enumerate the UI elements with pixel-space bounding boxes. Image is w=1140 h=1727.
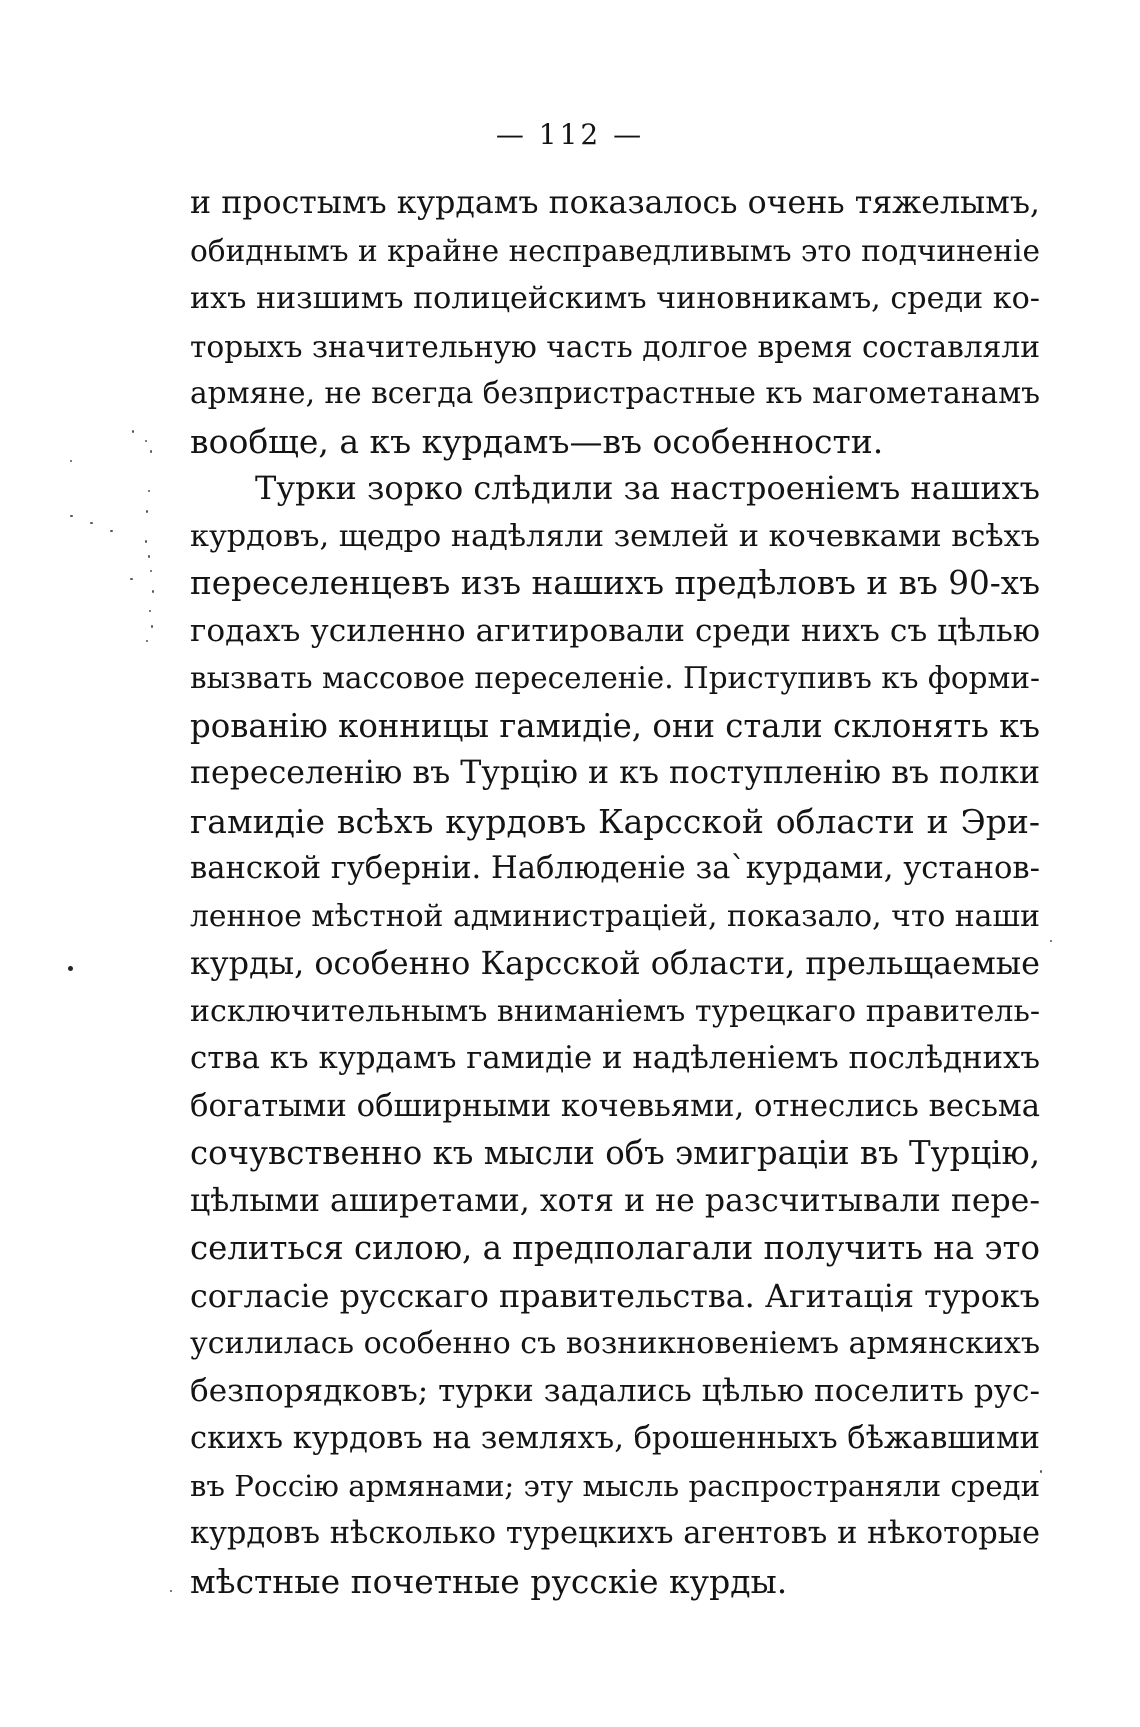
text-line: въ Россію армянами; эту мысль распространяли среди: [190, 1468, 1041, 1503]
text-line: ленное мѣстной администраціей, показало, что наши: [190, 898, 1040, 934]
text-line: исключительнымъ вниманіемъ турецкаго правитель-: [190, 993, 1041, 1029]
text-line: усилилась особенно съ возникновеніемъ армянскихъ: [190, 1326, 1041, 1361]
text-line: курдовъ нѣсколько турецкихъ агентовъ и нѣкоторые: [190, 1516, 1040, 1551]
text-line: безпорядковъ; турки задались цѣлью поселить рус-: [190, 1372, 1040, 1409]
text-line: годахъ усиленно агитировали среди нихъ съ цѣлью: [190, 612, 1040, 649]
text-line: курды, особенно Карсской области, прельщаемые: [190, 944, 1040, 982]
text-line: селиться силою, а предполагали получить на это: [190, 1229, 1040, 1267]
text-line: обиднымъ и крайне несправедливымъ это подчиненіе: [190, 233, 1040, 268]
text-line: рованію конницы гамидіе, они стали склонять къ: [190, 706, 1040, 745]
text-line: Турки зорко слѣдили за настроеніемъ нашихъ: [255, 469, 1040, 507]
text-line: и простымъ курдамъ показалось очень тяжелымъ,: [190, 185, 1040, 221]
text-line: ванской губерніи. Наблюденіе за`курдами, установ-: [190, 851, 1040, 886]
text-line: гамидіе всѣхъ курдовъ Карсской области и Эри-: [190, 801, 1040, 841]
ink-dot: [170, 1590, 172, 1592]
text-line: цѣлыми аширетами, хотя и не разсчитывали пере-: [190, 1182, 1040, 1219]
ink-dot: [1050, 940, 1052, 942]
text-line: сочувственно къ мысли объ эмиграціи въ Турцію,: [190, 1134, 1040, 1172]
ink-dot: [68, 966, 73, 971]
text-line: переселенію въ Турцію и къ поступленію въ полки: [190, 755, 1040, 791]
page-number: — 112 —: [495, 118, 645, 151]
text-line: согласіе русскаго правительства. Агитація турокъ: [190, 1277, 1040, 1315]
text-line: мѣстные почетные русскіе курды.: [190, 1561, 788, 1601]
margin-specks: [70, 430, 180, 690]
text-line: богатыми обширными кочевьями, отнеслись весьма: [190, 1088, 1040, 1124]
text-line: ства къ курдамъ гамидіе и надѣленіемъ послѣднихъ: [190, 1040, 1040, 1076]
text-line: армяне, не всегда безпристрастные къ магометанамъ: [190, 376, 1040, 410]
text-line: вообще, а къ курдамъ—въ особенности.: [190, 421, 884, 461]
text-line: торыхъ значительную часть долгое время составляли: [190, 328, 1040, 364]
ink-dot: [1040, 1470, 1042, 1473]
text-line: ихъ низшимъ полицейскимъ чиновникамъ, среди ко-: [190, 281, 1040, 316]
text-line: вызвать массовое переселеніе. Приступивъ къ форми-: [190, 661, 1040, 695]
body-text: [190, 180, 1040, 1605]
text-line: переселенцевъ изъ нашихъ предѣловъ и въ 90-хъ: [190, 564, 1040, 602]
text-line: скихъ курдовъ на земляхъ, брошенныхъ бѣжавшими: [190, 1421, 1040, 1456]
text-line: курдовъ, щедро надѣляли землей и кочевками всѣхъ: [190, 518, 1040, 554]
